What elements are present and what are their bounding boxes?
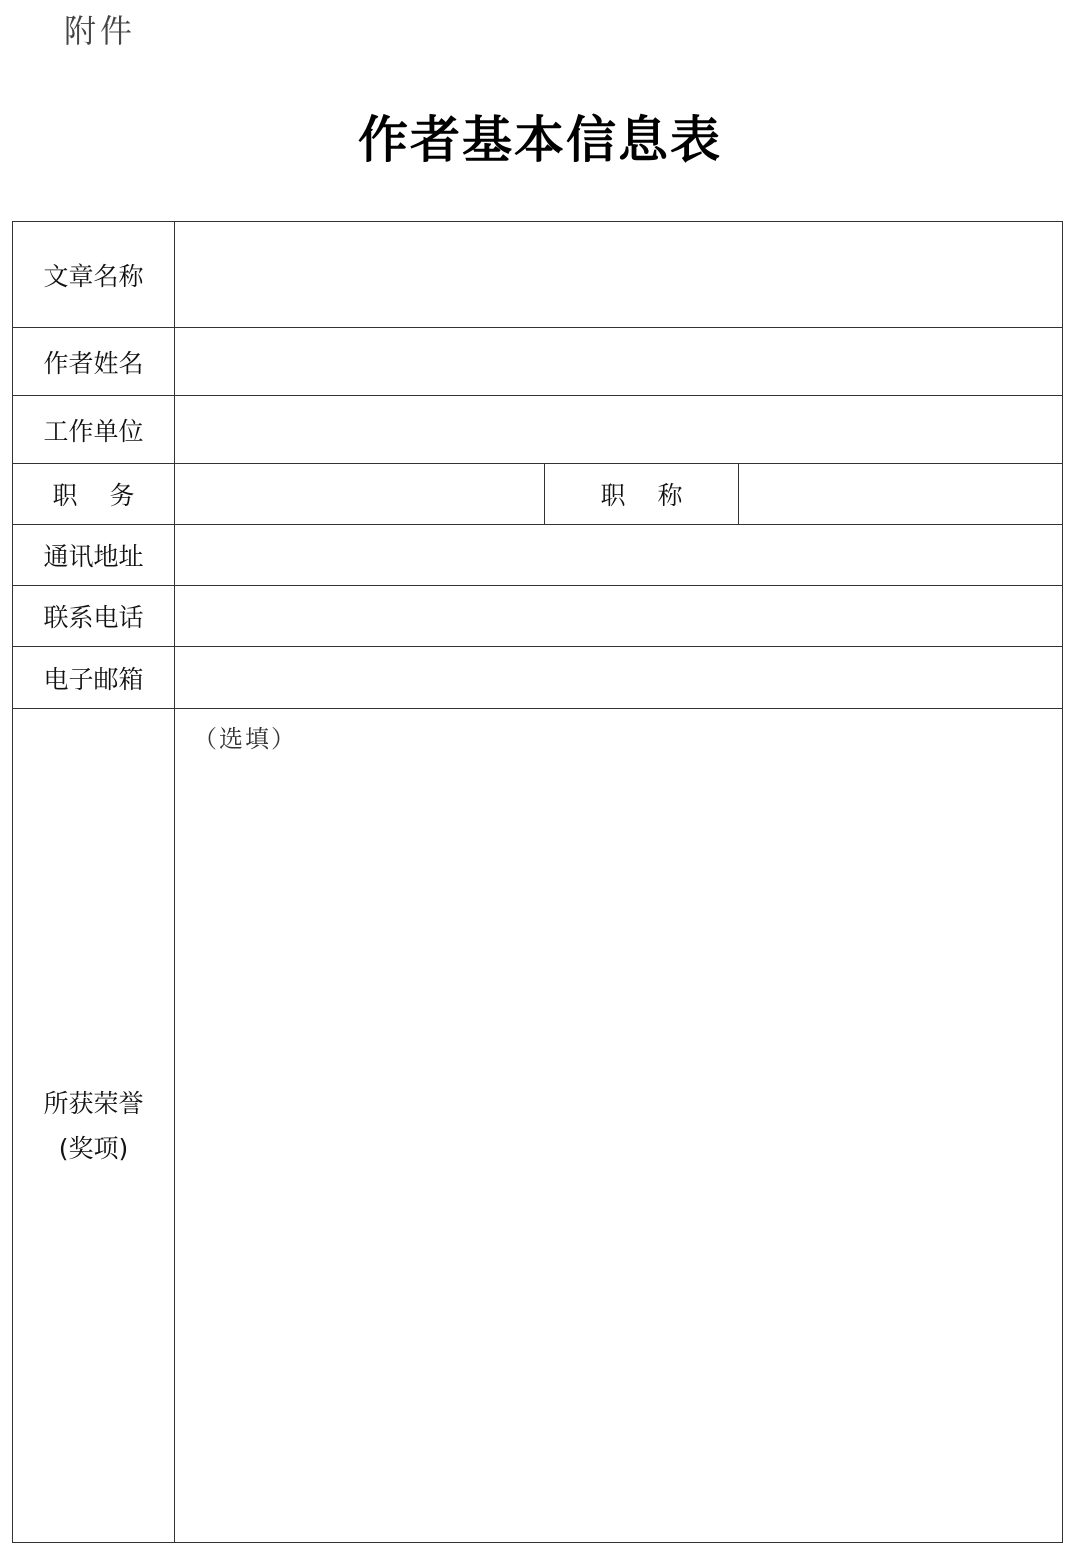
row-author-name: [13, 328, 1063, 396]
honors-label: [13, 709, 175, 1543]
email-label: 电子邮箱: [13, 647, 175, 709]
honors-field[interactable]: [175, 709, 1063, 1543]
article-title-label: 文章名称: [13, 222, 175, 328]
row-honors: [13, 709, 1063, 1543]
row-phone: [13, 586, 1063, 647]
professional-title-label: 职称: [600, 481, 715, 510]
position-label-cell: [13, 464, 175, 525]
row-work-unit: [13, 396, 1063, 464]
work-unit-field[interactable]: [175, 396, 1063, 464]
page-title: 作者基本信息表: [358, 110, 722, 169]
email-field[interactable]: [175, 647, 1063, 709]
professional-title-label-cell: [545, 464, 739, 525]
row-address: [13, 525, 1063, 586]
work-unit-label: 工作单位: [13, 396, 175, 464]
row-article-title: [13, 222, 1063, 328]
row-position-title: [13, 464, 1063, 525]
honors-label-line2: (奖项): [58, 1133, 129, 1163]
position-field[interactable]: [175, 464, 545, 525]
address-label: 通讯地址: [13, 525, 175, 586]
author-name-field[interactable]: [175, 328, 1063, 396]
honors-optional-note: （选填）: [193, 725, 297, 753]
position-label: 职务: [52, 481, 167, 510]
attachment-label: 附件: [64, 12, 137, 50]
article-title-field[interactable]: [175, 222, 1063, 328]
address-field[interactable]: [175, 525, 1063, 586]
row-email: [13, 647, 1063, 709]
professional-title-field[interactable]: [739, 464, 1063, 525]
honors-label-line1: 所获荣誉: [43, 1088, 144, 1118]
author-info-table: [12, 221, 1063, 1543]
phone-field[interactable]: [175, 586, 1063, 647]
author-name-label: 作者姓名: [13, 328, 175, 396]
phone-label: 联系电话: [13, 586, 175, 647]
